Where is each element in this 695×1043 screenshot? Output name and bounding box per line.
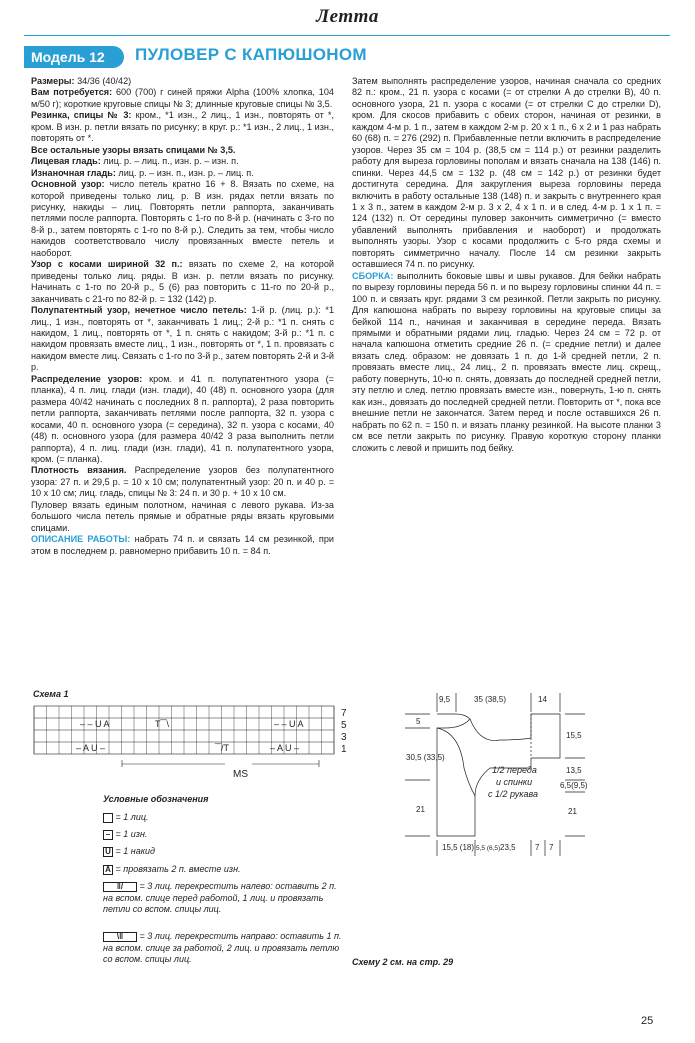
paragraph [31,87,334,110]
cross-right-symbol-icon: \‖ [103,932,137,942]
legend-item: – = 1 изн. [103,829,147,841]
paragraph-heading: Распределение узоров: [31,373,143,384]
legend-item: ‖/ = 3 лиц. перекрестить налево: оставить 2 п. на вспом. спице перед работой, 1 лиц. и провязать петли со вспом. спицы лиц. [103,881,337,914]
paragraph-text: 600 (700) г синей пряжи Alpha (100% хлопка, 104 м/50 г); короткие круговые спицы № 3; длинные круговые спицы № 3,5. [31,87,334,109]
purl-two-together-symbol-icon: A [103,865,113,875]
paragraph-heading: ОПИСАНИЕ РАБОТЫ: [31,534,131,545]
paragraph-text: 1-й р. (лиц. р.): *1 лиц., 1 изн., повторять от *, заканчивать 1 лиц.; 2-й р.: *1 п. снять с накидом, 1 лиц., повторять от *, 1 п. снять с накидом; 3-й р.: *1 п. с накидом провязать вместе лиц., 1 изн., повторять от *, 1 п. провязать с накидом вместе лиц. Связать с 1-го по 3-й р., затем повторять 2-й и 3-й р. [31,305,334,373]
svg-text:– A U –: – A U – [270,743,300,753]
measure-left-1: 5 [416,717,421,726]
measure-right-3: 6,5(9,5) [560,781,588,790]
paragraph [31,465,334,499]
schematic-caption-line: и спинки [496,777,533,787]
garment-schematic [400,688,600,866]
paragraph-heading: Лицевая гладь: [31,156,101,167]
paragraph-text: набрать 74 п. и связать 14 см резинкой, при этом в последнем р. равномерно прибавить 10 п. = 84 п. [31,534,334,556]
right-text-column [352,76,661,454]
legend-item: U = 1 накид [103,846,155,858]
header-rule [24,35,670,36]
paragraph [31,305,334,374]
cross-left-symbol-icon: ‖/ [103,882,137,892]
knit-symbol-icon [103,813,113,823]
paragraph [31,156,334,167]
paragraph-text: лиц. р. – лиц. п., изн. р. – изн. п. [100,156,239,167]
paragraph [31,259,334,305]
paragraph-text: кром. и 41 п. полупатентного узора (= планка), 4 п. лиц. глади (изн. глади), 40 (48) п. основного узора (для размера 40/42 начинать с последних 8 п. раппорта), 2 раза повторить петли раппорта, заканчивать петлями после раппорта, 32 п. узора с косами, 40 п. основного узора (= середина), 32 п. узора с косами, 40 (48) п. основного узора (для размера 40/42 3 раза выполнить петли раппорта), 4 п. лиц. глади (изн. глади), 41 п. полупатентного узора, кром. (= планка). [31,373,334,464]
model-number-badge: Модель 12 [24,46,124,68]
measure-bottom-5: 7 [549,843,554,852]
model-title: ПУЛОВЕР С КАПЮШОНОМ [135,45,367,64]
scheme-2-reference: Схему 2 см. на стр. 29 [352,957,454,967]
row-number-7: 7 [341,708,347,719]
rapport-label: MS [233,769,248,780]
page-number: 25 [641,1015,654,1027]
measure-top-2: 35 (38,5) [474,695,507,704]
paragraph-text: кром., *1 изн., 2 лиц., 1 изн., повторять от *, кром. В изн. р. петли вязать по рисунку; в круг. р.: *1 изн., 2 лиц., 1 изн., повторять от *. [31,110,335,144]
svg-text:– – U A: – – U A [274,719,304,729]
paragraph [31,110,334,144]
paragraph [31,500,334,534]
legend-item: = 1 лиц. [103,812,149,824]
paragraph-text: вязать по схеме 2, на которой приведены только лиц. ряды. В изн. р. петли вязать по рисунку. Начинать с 1-го по 20-й р., 5 (6) раз повторить с 11-го по 20-й р., заканчивать с 21-го по 82-й р. = 132 (142) р. [31,259,335,304]
paragraph [352,76,661,271]
measure-right-1: 15,5 [566,731,582,740]
paragraph [31,168,334,179]
paragraph-heading: Резинка, спицы № 3: [31,110,132,121]
measure-bottom-3: 23,5 [500,843,516,852]
legend-item: \‖ = 3 лиц. перекрестить направо: оставить 1 п. на вспом. спице за работой, 2 лиц. и провязать петлю со вспом. спицы лиц. [103,931,342,964]
legend-title: Условные обозначения [103,794,209,804]
paragraph-heading: СБОРКА: [352,270,394,281]
measure-left-2: 30,5 (33,5) [406,753,445,762]
measure-right-2: 13,5 [566,766,582,775]
paragraph-text: выполнить боковые швы и швы рукавов. Для бейки набрать по вырезу горловины переда 56 п. и по вырезу горловины спинки 44 п. = 100 п. и связать круг. рядами 3 см резинкой. Петли закрыть по рисунку. Для капюшона набрать по вырезу горловины на круговые спицы за бейкой 114 п., начиная и заканчивая в середине переда. Вязать прямыми и обратными рядами лиц. гладью. Через 24 см = 72 р. от начала капюшона отметить средние 26 п. (= средние петли) и далее вязать след. образом: не довязать 1 п. до 1-й средней петли, 2 п. провязать вместе лиц., 24 лиц., 2 п. провязать вместе лиц. скрещ., работу повернуть, 10-ю п. снять, довязать до последней средней петли, эту петлю и след. петлю провязать вместе изн., повернуть, 1-ю п. снять как изн., довязать до последней средней петли. Повторить от *, пока все внешние петли не закончатся. Затем перед и после оставшихся 26 п. набрать по 62 п. = 150 п. и вязать планку резинкой. На высоте планки 3 см все петли закрыть по рисунку. Правую короткую сторону планки сложить с левой и пришить под бейку. [352,270,661,453]
paragraph [31,534,334,557]
schematic-caption-line: с 1/2 рукава [488,789,538,799]
magazine-brand: Летта [316,6,379,27]
paragraph-heading: Основной узор: [31,179,105,190]
paragraph-heading: Размеры: [31,76,75,86]
measure-bottom-4: 7 [535,843,540,852]
legend-item: A = провязать 2 п. вместе изн. [103,864,241,876]
measure-bottom-1: 15,5 (18) [442,843,475,852]
svg-text:– A U –: – A U – [76,743,106,753]
purl-symbol-icon: – [103,830,113,840]
paragraph [31,145,334,156]
measure-top-3: 14 [538,695,547,704]
row-number-1: 1 [341,744,347,755]
schematic-caption-line: 1/2 переда [492,765,537,775]
measure-left-3: 21 [416,805,425,814]
measure-bottom-2: 5,5 (6,5) [476,845,501,852]
paragraph-text: лиц. р. – изн. п., изн. р. – лиц. п. [115,167,254,178]
paragraph-text: 34/36 (40/42) [74,76,132,86]
paragraph-text: число петель кратно 16 + 8. Вязать по схеме, на которой приведены только лиц. р. В изн. рядах петли вязать по рисунку, накиды – лиц. Повторять петли раппорта, заканчивать петлями после раппорта. Повторять с 1-го по 8-й р. (начинать с 3-го по 8-й р., затем повторять с 1-го по 8-й р.). Следить за тем, чтобы число накидов соответствовало числу провязанных вместе петель и наоборот. [31,179,334,258]
svg-text:‾‾/T: ‾‾/T [215,743,229,753]
row-number-3: 3 [341,732,347,743]
svg-text:– – U A: – – U A [80,719,110,729]
paragraph-heading: Изнаночная гладь: [31,167,116,178]
measure-right-4: 21 [568,807,577,816]
left-text-column [31,76,334,557]
paragraph-heading: Полупатентный узор, нечетное число петель: [31,305,247,316]
paragraph [352,271,661,454]
paragraph-heading: Вам потребуется: [31,87,113,98]
svg-text:T‾‾\: T‾‾\ [155,719,169,729]
paragraph-heading: Все остальные узоры вязать спицами № 3,5. [31,144,236,155]
paragraph-text: Пуловер вязать единым полотном, начиная с левого рукава. Из-за большого числа петель прямые и обратные ряды вязать круговыми спицами. [31,499,334,533]
scheme-1-chart [30,703,360,785]
paragraph-heading: Узор с косами шириной 32 п.: [31,259,183,270]
row-number-5: 5 [341,720,347,731]
paragraph-text: Распределение узоров без полупатентного узора: 27 п. и 29,5 р. = 10 x 10 см; полупатентный узор: 20 п. и 40 р. = 10 x 10 см; лиц. гладь, спицы № 3: 24 п. и 30 р. + 10 x 10 см. [31,465,334,499]
measure-top-1: 9,5 [439,695,451,704]
paragraph-heading: Плотность вязания. [31,465,127,476]
paragraph [31,374,334,466]
paragraph [31,179,334,259]
paragraph-text: Затем выполнять распределение узоров, начиная сначала со средних 82 п.: кром., 21 п. узора с косами (= от стрелки A до стрелки B), 40 п. основного узора, 21 п. узора с косами (= от стрелки C до стрелки D), кром. Для скосов прибавить с обеих сторон, начиная от резинки, в каждом 4-м р. 1 п., затем в каждом 2-м р. 20 x 1 п., 6 x 2 и 1 раз набрать 60 (68) п. = 276 (292) п. Прибавленные петли включить в распределение узоров. Через 35 см = 104 р. (38,5 см = 114 р.) от резинки разделить работу для выреза горловины пополам и вязать сначала на 138 (146) п. спинки. Через 44,5 см = 132 р. (48 см = 142 р.) от резинки будет достигнута середина. Для закругления выреза горловины переда включить в работу остальные 138 (148) п. и закрыть с внутреннего края 1 x 3 п., затем в каждом 2-м р. 3 x 2, 4 x 1 п. и в след. 4-м р. 1 x 1 п. = 124 (132) п. От середины пуловер закончить симметрично (= вместо убавлений выполнять прибавления и наоборот) и продолжать выполнять узоры. Узор с косами продолжить с 5-го ряда схемы и повторять симметрично началу. После 14 см резинки закрыть оставшиеся 74 п. по рисунку. [352,76,661,270]
paragraph [31,76,334,87]
yarn-over-symbol-icon: U [103,847,113,857]
scheme-1-title: Схема 1 [33,689,69,699]
